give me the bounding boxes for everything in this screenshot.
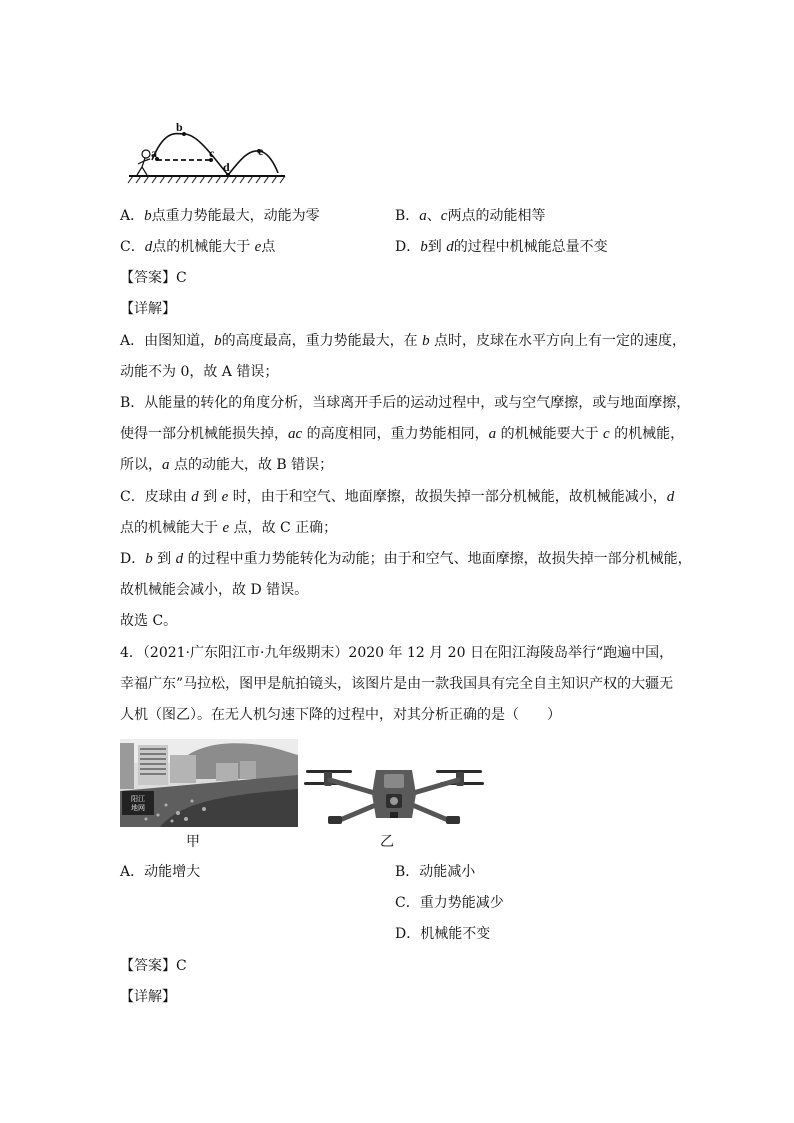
- q4-stem-line2: 幸福广东”马拉松，图甲是航拍镜头，该图片是由一款我国具有完全自主知识产权的大疆无: [120, 676, 674, 692]
- option-b: B．a、c两点的动能相等: [395, 208, 546, 224]
- photo-sign: 阳江 地网: [131, 795, 145, 812]
- label-b: b: [176, 120, 183, 134]
- ground-hatch: [128, 176, 285, 183]
- q4-stem-line3: 人机（图乙）。在无人机匀速下降的过程中，对其分析正确的是（ ）: [120, 707, 561, 723]
- q4-option-c: C．重力势能减少: [395, 895, 504, 911]
- q3-answer: 【答案】C: [120, 270, 187, 286]
- label-e: e: [258, 144, 264, 158]
- drone-image-yi: [300, 744, 488, 828]
- aerial-photo-graphic: [120, 739, 298, 827]
- option-c: C．d点的机械能大于 e点: [120, 239, 276, 255]
- explain-a-line1: A．由图知道，b的高度最高，重力势能最大，在 b 点时，皮球在水平方向上有一定的速度，: [120, 333, 687, 349]
- q4-option-b: B．动能减小: [395, 864, 476, 880]
- caption-yi: 乙: [380, 834, 394, 850]
- explain-b-line1: B．从能量的转化的角度分析，当球离开手后的运动过程中，或与空气摩擦，或与地面摩擦，: [120, 395, 691, 411]
- explain-c-line1: C．皮球由 d 到 e 时，由于和空气、地面摩擦，故损失掉一部分机械能，故机械能减小，d: [120, 489, 675, 505]
- label-c: c: [209, 146, 215, 160]
- q4-answer: 【答案】C: [120, 958, 187, 974]
- label-a: a: [151, 146, 157, 160]
- explain-d-line1: D．b 到 d 的过程中重力势能转化为动能；由于和空气、地面摩擦，故损失掉一部分机械能，: [120, 551, 692, 567]
- q4-option-a: A．动能增大: [120, 864, 201, 880]
- aerial-photo-jia: [120, 739, 298, 827]
- label-d: d: [223, 160, 230, 174]
- option-a: A．b点重力势能最大，动能为零: [120, 208, 320, 224]
- explain-c-line2: 点的机械能大于 e 点，故 C 正确；: [120, 520, 338, 536]
- explain-b-line3: 所以，a 点的动能大，故 B 错误；: [120, 457, 334, 473]
- explain-a-line2: 动能不为 0，故 A 错误；: [120, 364, 279, 380]
- q3-detail-heading: 【详解】: [120, 301, 176, 317]
- explain-b-line2: 使得一部分机械能损失掉，ac 的高度相同，重力势能相同，a 的机械能要大于 c 的机械能，: [120, 426, 685, 442]
- q4-option-d: D．机械能不变: [395, 926, 491, 942]
- explain-d-line2: 故机械能会减小，故 D 错误。: [120, 582, 309, 598]
- person-icon: [137, 150, 150, 175]
- q3-conclusion: 故选 C。: [120, 613, 178, 629]
- q4-stem-line1: 4．（2021·广东阳江市·九年级期末）2020 年 12 月 20 日在阳江海陵岛举行“跑遍中国，: [120, 645, 674, 661]
- option-d: D．b到 d的过程中机械能总量不变: [395, 239, 608, 255]
- caption-jia: 甲: [186, 834, 200, 850]
- q4-detail-heading: 【详解】: [120, 989, 176, 1005]
- ball-trajectory-figure: [125, 118, 290, 186]
